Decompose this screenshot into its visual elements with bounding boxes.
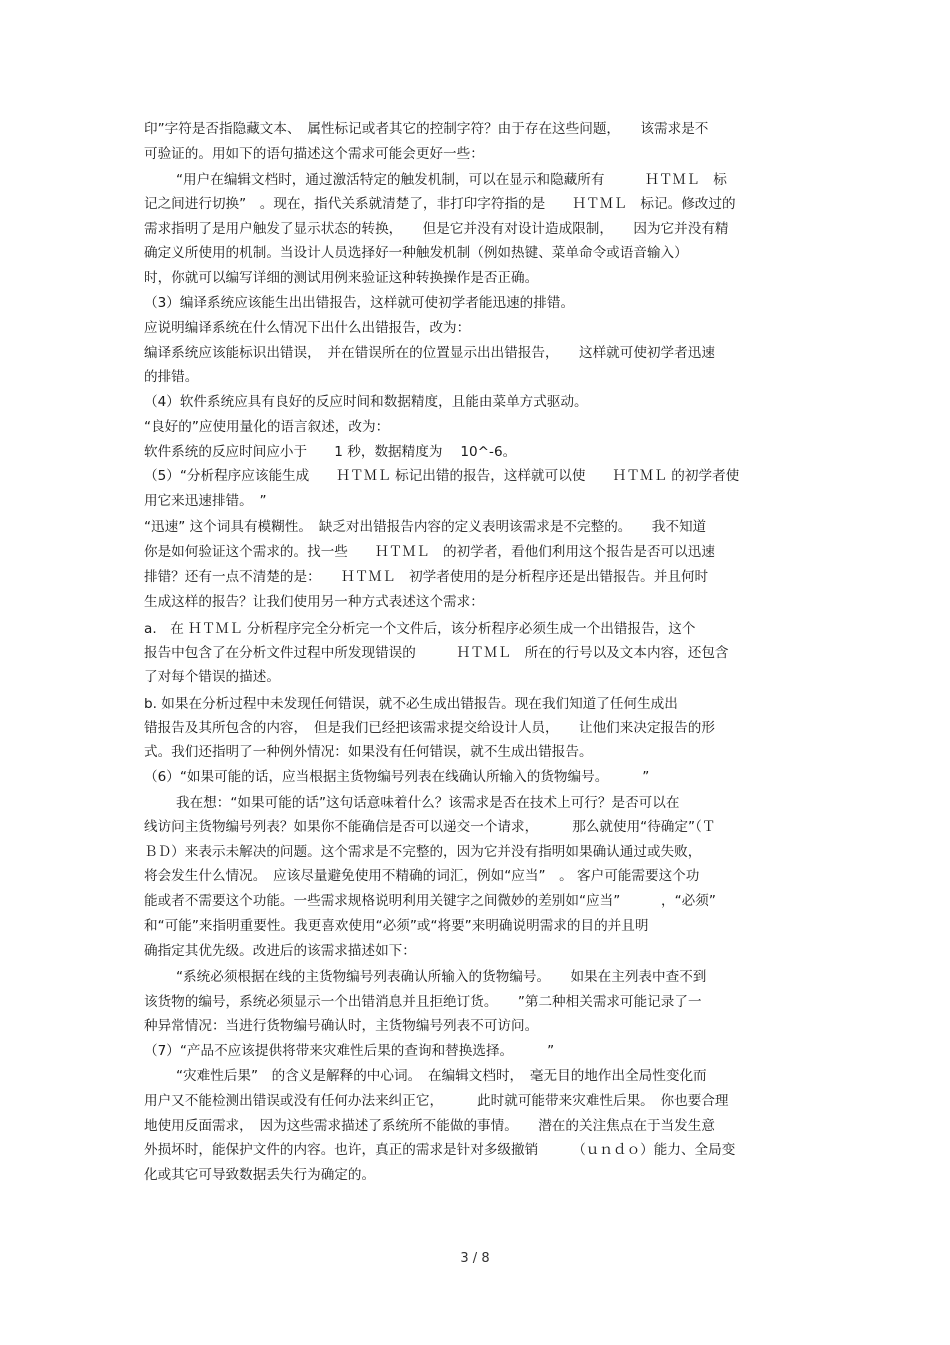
text-line: b. 如果在分析过程中未发现任何错误，就不必生成出错报告。现在我们知道了任何生成出 [144, 696, 678, 712]
text-line: 报告中包含了在分析文件过程中所发现错误的 ＨＴＭＬ 所在的行号以及文本内容，还包含 [144, 645, 729, 661]
text-line: “迅速” 这个词具有模糊性。 缺乏对出错报告内容的定义表明该需求是不完整的。 我不知道 [144, 519, 707, 535]
text-line: 错报告及其所包含的内容， 但是我们已经把该需求提交给设计人员， 让他们来决定报告的形 [144, 720, 715, 736]
text-line: （3）编译系统应该能生出出错报告，这样就可使初学者能迅速的排错。 [144, 295, 575, 311]
text-line: 化或其它可导致数据丢失行为确定的。 [144, 1167, 376, 1183]
text-line: “用户在编辑文档时，通过激活特定的触发机制，可以在显示和隐藏所有 ＨＴＭＬ 标 [176, 172, 727, 188]
text-line: “系统必须根据在线的主货物编号列表确认所输入的货物编号。 如果在主列表中查不到 [176, 969, 707, 985]
text-line: 线访问主货物编号列表？如果你不能确信是否可以递交一个请求， 那么就使用“待确定”（Ｔ [144, 819, 716, 835]
text-line: 印”字符是否指隐藏文本、 属性标记或者其它的控制字符？由于存在这些问题， 该需求是不 [144, 121, 709, 137]
text-line: 编译系统应该能标识出错误， 并在错误所在的位置显示出出错报告， 这样就可使初学者迅速 [144, 345, 715, 361]
text-line: 应说明编译系统在什么情况下出什么出错报告，改为： [144, 320, 471, 336]
text-line: 时，你就可以编写详细的测试用例来验证这种转换操作是否正确。 [144, 270, 539, 286]
text-line: 生成这样的报告？让我们使用另一种方式表述这个需求： [144, 594, 484, 610]
text-line: 用它来迅速排错。 ” [144, 493, 267, 509]
text-line: （6）“如果可能的话，应当根据主货物编号列表在线确认所输入的货物编号。 ” [144, 769, 650, 785]
text-line: a. 在 ＨＴＭＬ 分析程序完全分析完一个文件后，该分析程序必须生成一个出错报告，这个 [144, 621, 696, 637]
text-line: 用户又不能检测出错误或没有任何办法来纠正它， 此时就可能带来灾难性后果。 你也要合理 [144, 1093, 729, 1109]
text-line: 将会发生什么情况。 应该尽量避免使用不精确的词汇，例如“应当” 。 客户可能需要这个功 [144, 868, 700, 884]
text-line: 的排错。 [144, 369, 199, 385]
text-line: 我在想：“如果可能的话”这句话意味着什么？该需求是否在技术上可行？是否可以在 [176, 795, 680, 811]
text-line: 和“可能”来指明重要性。我更喜欢使用“必须”或“将要”来明确说明需求的目的并且明 [144, 918, 649, 934]
text-line: 能或者不需要这个功能。一些需求规格说明利用关键字之间微妙的差别如“应当” ，“必须” [144, 893, 716, 909]
text-line: “灾难性后果” 的含义是解释的中心词。 在编辑文档时， 毫无目的地作出全局性变化而 [176, 1068, 707, 1084]
text-line: “良好的”应使用量化的语言叙述，改为： [144, 419, 390, 435]
text-line: 记之间进行切换” 。现在，指代关系就清楚了，非打印字符指的是 ＨＴＭＬ 标记。修改过的 [144, 196, 736, 212]
text-line: 排错？还有一点不清楚的是： ＨＴＭＬ 初学者使用的是分析程序还是出错报告。并且何时 [144, 569, 709, 585]
text-line: 软件系统的反应时间应小于 1 秒，数据精度为 10^-6。 [144, 444, 517, 460]
page-number: 3 / 8 [460, 1251, 490, 1266]
text-line: 该货物的编号，系统必须显示一个出错消息并且拒绝订货。 ”第二种相关需求可能记录了一 [144, 994, 702, 1010]
text-line: 式。我们还指明了一种例外情况：如果没有任何错误，就不生成出错报告。 [144, 744, 593, 760]
text-line: 种异常情况：当进行货物编号确认时，主货物编号列表不可访问。 [144, 1018, 539, 1034]
text-line: （7）“产品不应该提供将带来灾难性后果的查询和替换选择。 ” [144, 1043, 555, 1059]
text-line: 可验证的。用如下的语句描述这个需求可能会更好一些： [144, 146, 484, 162]
text-line: 你是如何验证这个需求的。找一些 ＨＴＭＬ 的初学者，看他们利用这个报告是否可以迅速 [144, 544, 715, 560]
text-line: 外损坏时，能保护文件的内容。也许，真正的需求是针对多级撤销 （ｕｎｄｏ）能力、全局变 [144, 1142, 736, 1158]
text-line: ＢＤ）来表示未解决的问题。这个需求是不完整的，因为它并没有指明如果确认通过或失败， [144, 844, 702, 860]
text-line: 地使用反面需求， 因为这些需求描述了系统所不能做的事情。 潜在的关注焦点在于当发生意 [144, 1118, 715, 1134]
text-line: 确定义所使用的机制。当设计人员选择好一种触发机制（例如热键、菜单命令或语音输入） [144, 245, 688, 261]
text-line: （5）“分析程序应该能生成 ＨＴＭＬ 标记出错的报告，这样就可以使 ＨＴＭＬ 的初学者使 [144, 468, 740, 484]
text-line: 需求指明了是用户触发了显示状态的转换， 但是它并没有对设计造成限制， 因为它并没有精 [144, 221, 729, 237]
text-line: 了对每个错误的描述。 [144, 669, 280, 685]
text-line: （4）软件系统应具有良好的反应时间和数据精度，且能由菜单方式驱动。 [144, 394, 588, 410]
text-line: 确指定其优先级。改进后的该需求描述如下： [144, 943, 416, 959]
